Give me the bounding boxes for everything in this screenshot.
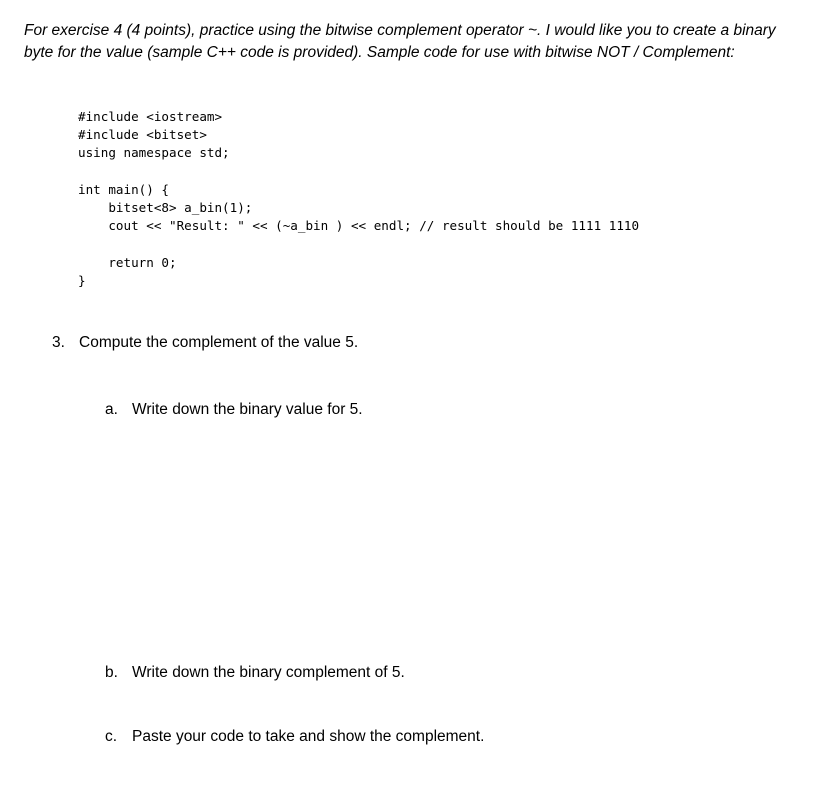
code-line: #include <bitset> bbox=[78, 127, 207, 143]
code-line: bitset<8> a_bin(1); bbox=[78, 199, 253, 215]
code-line: cout << "Result: " << (~a_bin ) << endl; // result should be 1111 1110 bbox=[78, 218, 640, 234]
code-line: using namespace std; bbox=[78, 145, 230, 161]
code-line bbox=[78, 163, 639, 181]
sample-code-block bbox=[78, 108, 639, 290]
subquestion-letter: b. bbox=[105, 664, 118, 681]
subquestion-text: Write down the binary complement of 5. bbox=[132, 664, 405, 681]
subquestion-c bbox=[105, 727, 484, 747]
subquestion-text: Write down the binary value for 5. bbox=[132, 401, 363, 418]
question-number: 3. bbox=[52, 334, 65, 351]
code-line: return 0; bbox=[78, 254, 177, 270]
subquestion-text: Paste your code to take and show the complement. bbox=[132, 728, 485, 745]
subquestion-letter: c. bbox=[105, 728, 118, 745]
exercise-instructions: For exercise 4 (4 points), practice using the bitwise complement operator ~. I would like you to create a binary byte for the value (sample C++ code is provided). Sample code for use with bitwise NOT / Complement: bbox=[24, 22, 776, 61]
code-line: #include <iostream> bbox=[78, 109, 223, 124]
subquestion-letter: a. bbox=[105, 401, 118, 418]
code-line: } bbox=[78, 272, 86, 288]
code-line bbox=[78, 235, 639, 253]
code-line: int main() { bbox=[78, 181, 169, 197]
subquestion-a bbox=[105, 400, 363, 420]
subquestion-b bbox=[105, 663, 405, 683]
question-3 bbox=[52, 333, 358, 353]
question-text: Compute the complement of the value 5. bbox=[79, 334, 359, 351]
